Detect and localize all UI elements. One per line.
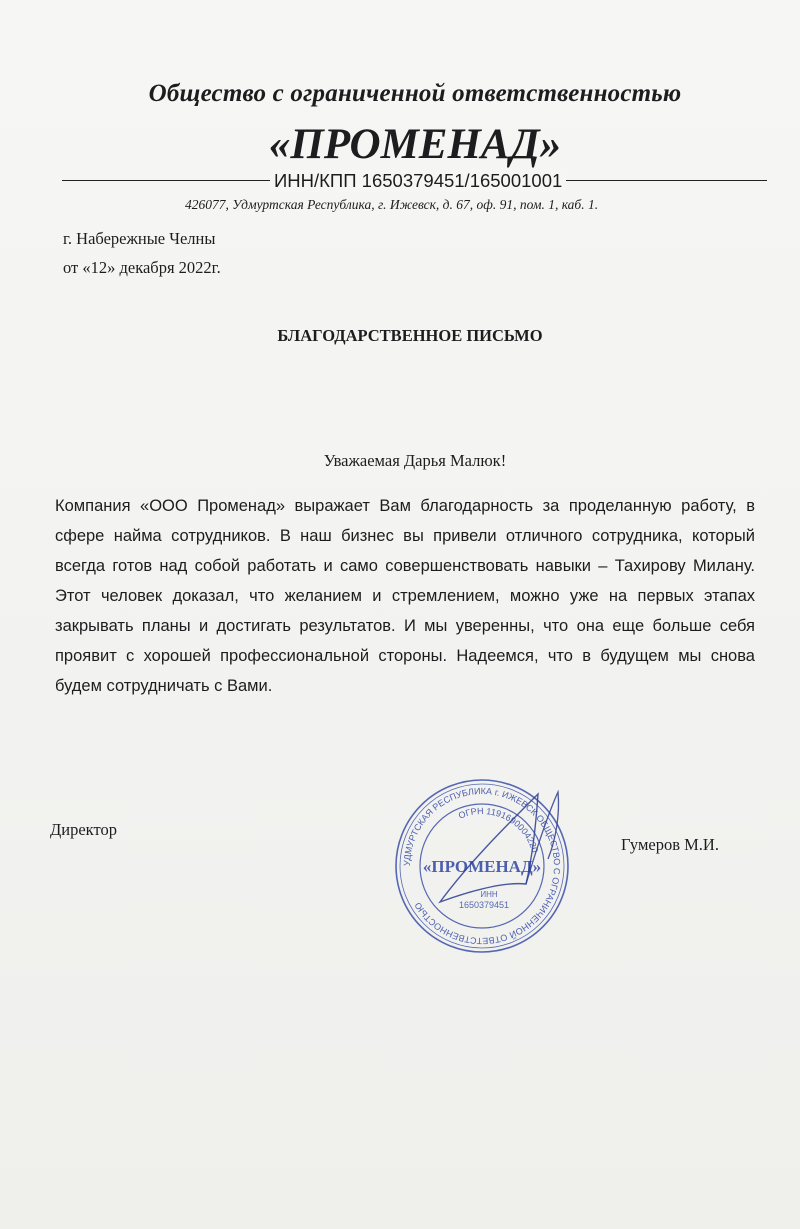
org-type: Общество с ограниченной ответственностью — [148, 80, 682, 107]
company-address: 426077, Удмуртская Республика, г. Ижевск, д. 67, оф. 91, пом. 1, каб. 1. — [185, 197, 599, 212]
seal-inn-label: ИНН — [480, 890, 498, 899]
letter-city: г. Набережные Челны — [63, 229, 216, 248]
director-signature — [408, 784, 578, 904]
org-name: «ПРОМЕНАД» — [268, 121, 562, 168]
inn-kpp: ИНН/КПП 1650379451/165001001 — [270, 170, 566, 192]
signoff-name: Гумеров М.И. — [621, 835, 719, 854]
seal-center-name: «ПРОМЕНАД» — [422, 857, 542, 876]
letter-date: от «12» декабря 2022г. — [63, 258, 221, 277]
letter-body: Компания «ООО Променад» выражает Вам благодарность за проделанную работу, в сфере найма сотрудников. В наш бизнес вы привели отличного сотрудника, который всегда готов над собой работать и само совершенствовать навыки – Тахирову Милану. Этот человек доказал, что желанием и стремлением, можно уже на первых этапах закрывать планы и достигать результатов. И мы уверенны, что она еще больше себя проявит с хорошей профессиональной стороны. Надеемся, что в будущем мы снова будем сотрудничать с Вами. — [55, 497, 755, 695]
signoff-position: Директор — [50, 820, 117, 839]
seal-ogrn: ОГРН 1191690004220 — [456, 805, 541, 854]
letter-greeting: Уважаемая Дарья Малюк! — [323, 451, 507, 470]
letter-title: БЛАГОДАРСТВЕННОЕ ПИСЬМО — [277, 326, 543, 345]
seal-inn-value: 1650379451 — [458, 900, 510, 910]
seal-outer-text: УДМУРТСКАЯ РЕСПУБЛИКА г. ИЖЕВСК ОБЩЕСТВО С ОГРАНИЧЕННОЙ ОТВЕТСТВЕННОСТЬЮ — [401, 785, 563, 947]
